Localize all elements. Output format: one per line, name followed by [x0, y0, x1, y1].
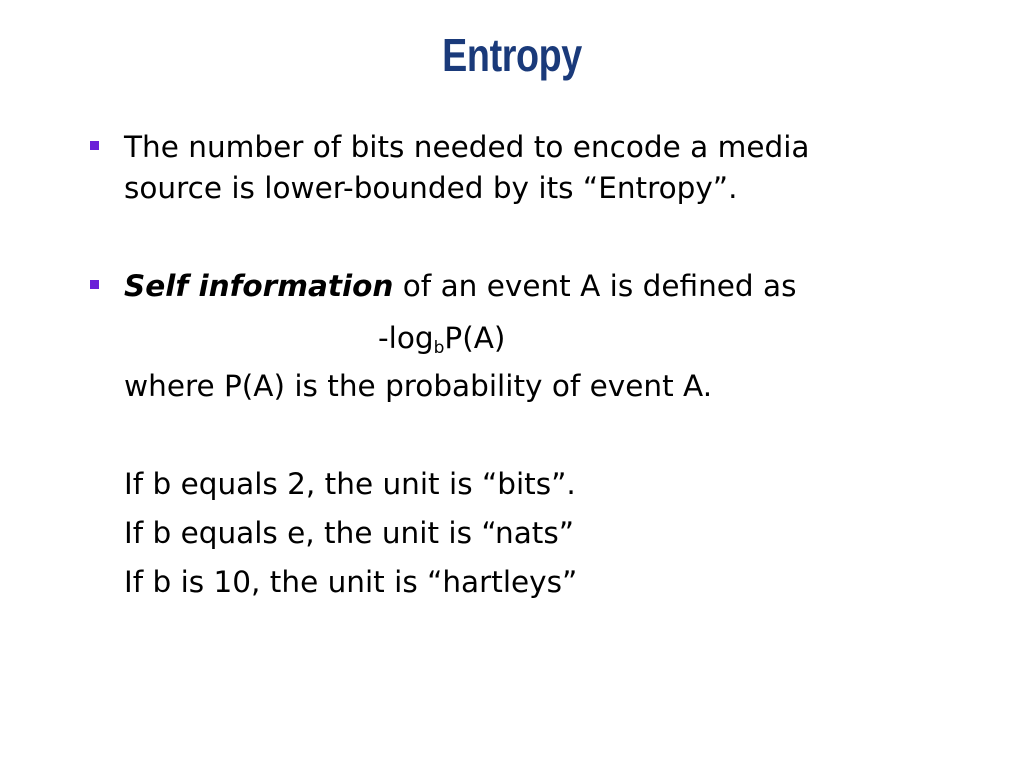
- bullet-1-line-1: The number of bits needed to encode a media: [124, 130, 810, 164]
- bullet-marker-2: [90, 280, 99, 289]
- self-information-term: Self information: [124, 269, 394, 303]
- unit-line-hartleys: If b is 10, the unit is “hartleys”: [124, 565, 578, 599]
- formula-subscript: b: [433, 338, 445, 358]
- bullet-1-line-2: source is lower-bounded by its “Entropy”.: [124, 171, 738, 205]
- bullet-marker-1: [90, 141, 99, 150]
- bullet-2-rest: of an event A is defined as: [393, 269, 797, 303]
- formula-suffix: P(A): [444, 321, 506, 355]
- bullet-2-line: [124, 266, 796, 306]
- slide-title: Entropy: [442, 29, 582, 81]
- formula: [378, 318, 505, 358]
- where-line: where P(A) is the probability of event A.: [124, 369, 713, 403]
- unit-line-bits: If b equals 2, the unit is “bits”.: [124, 467, 576, 501]
- formula-prefix: -log: [378, 321, 434, 355]
- unit-line-nats: If b equals e, the unit is “nats”: [124, 516, 574, 550]
